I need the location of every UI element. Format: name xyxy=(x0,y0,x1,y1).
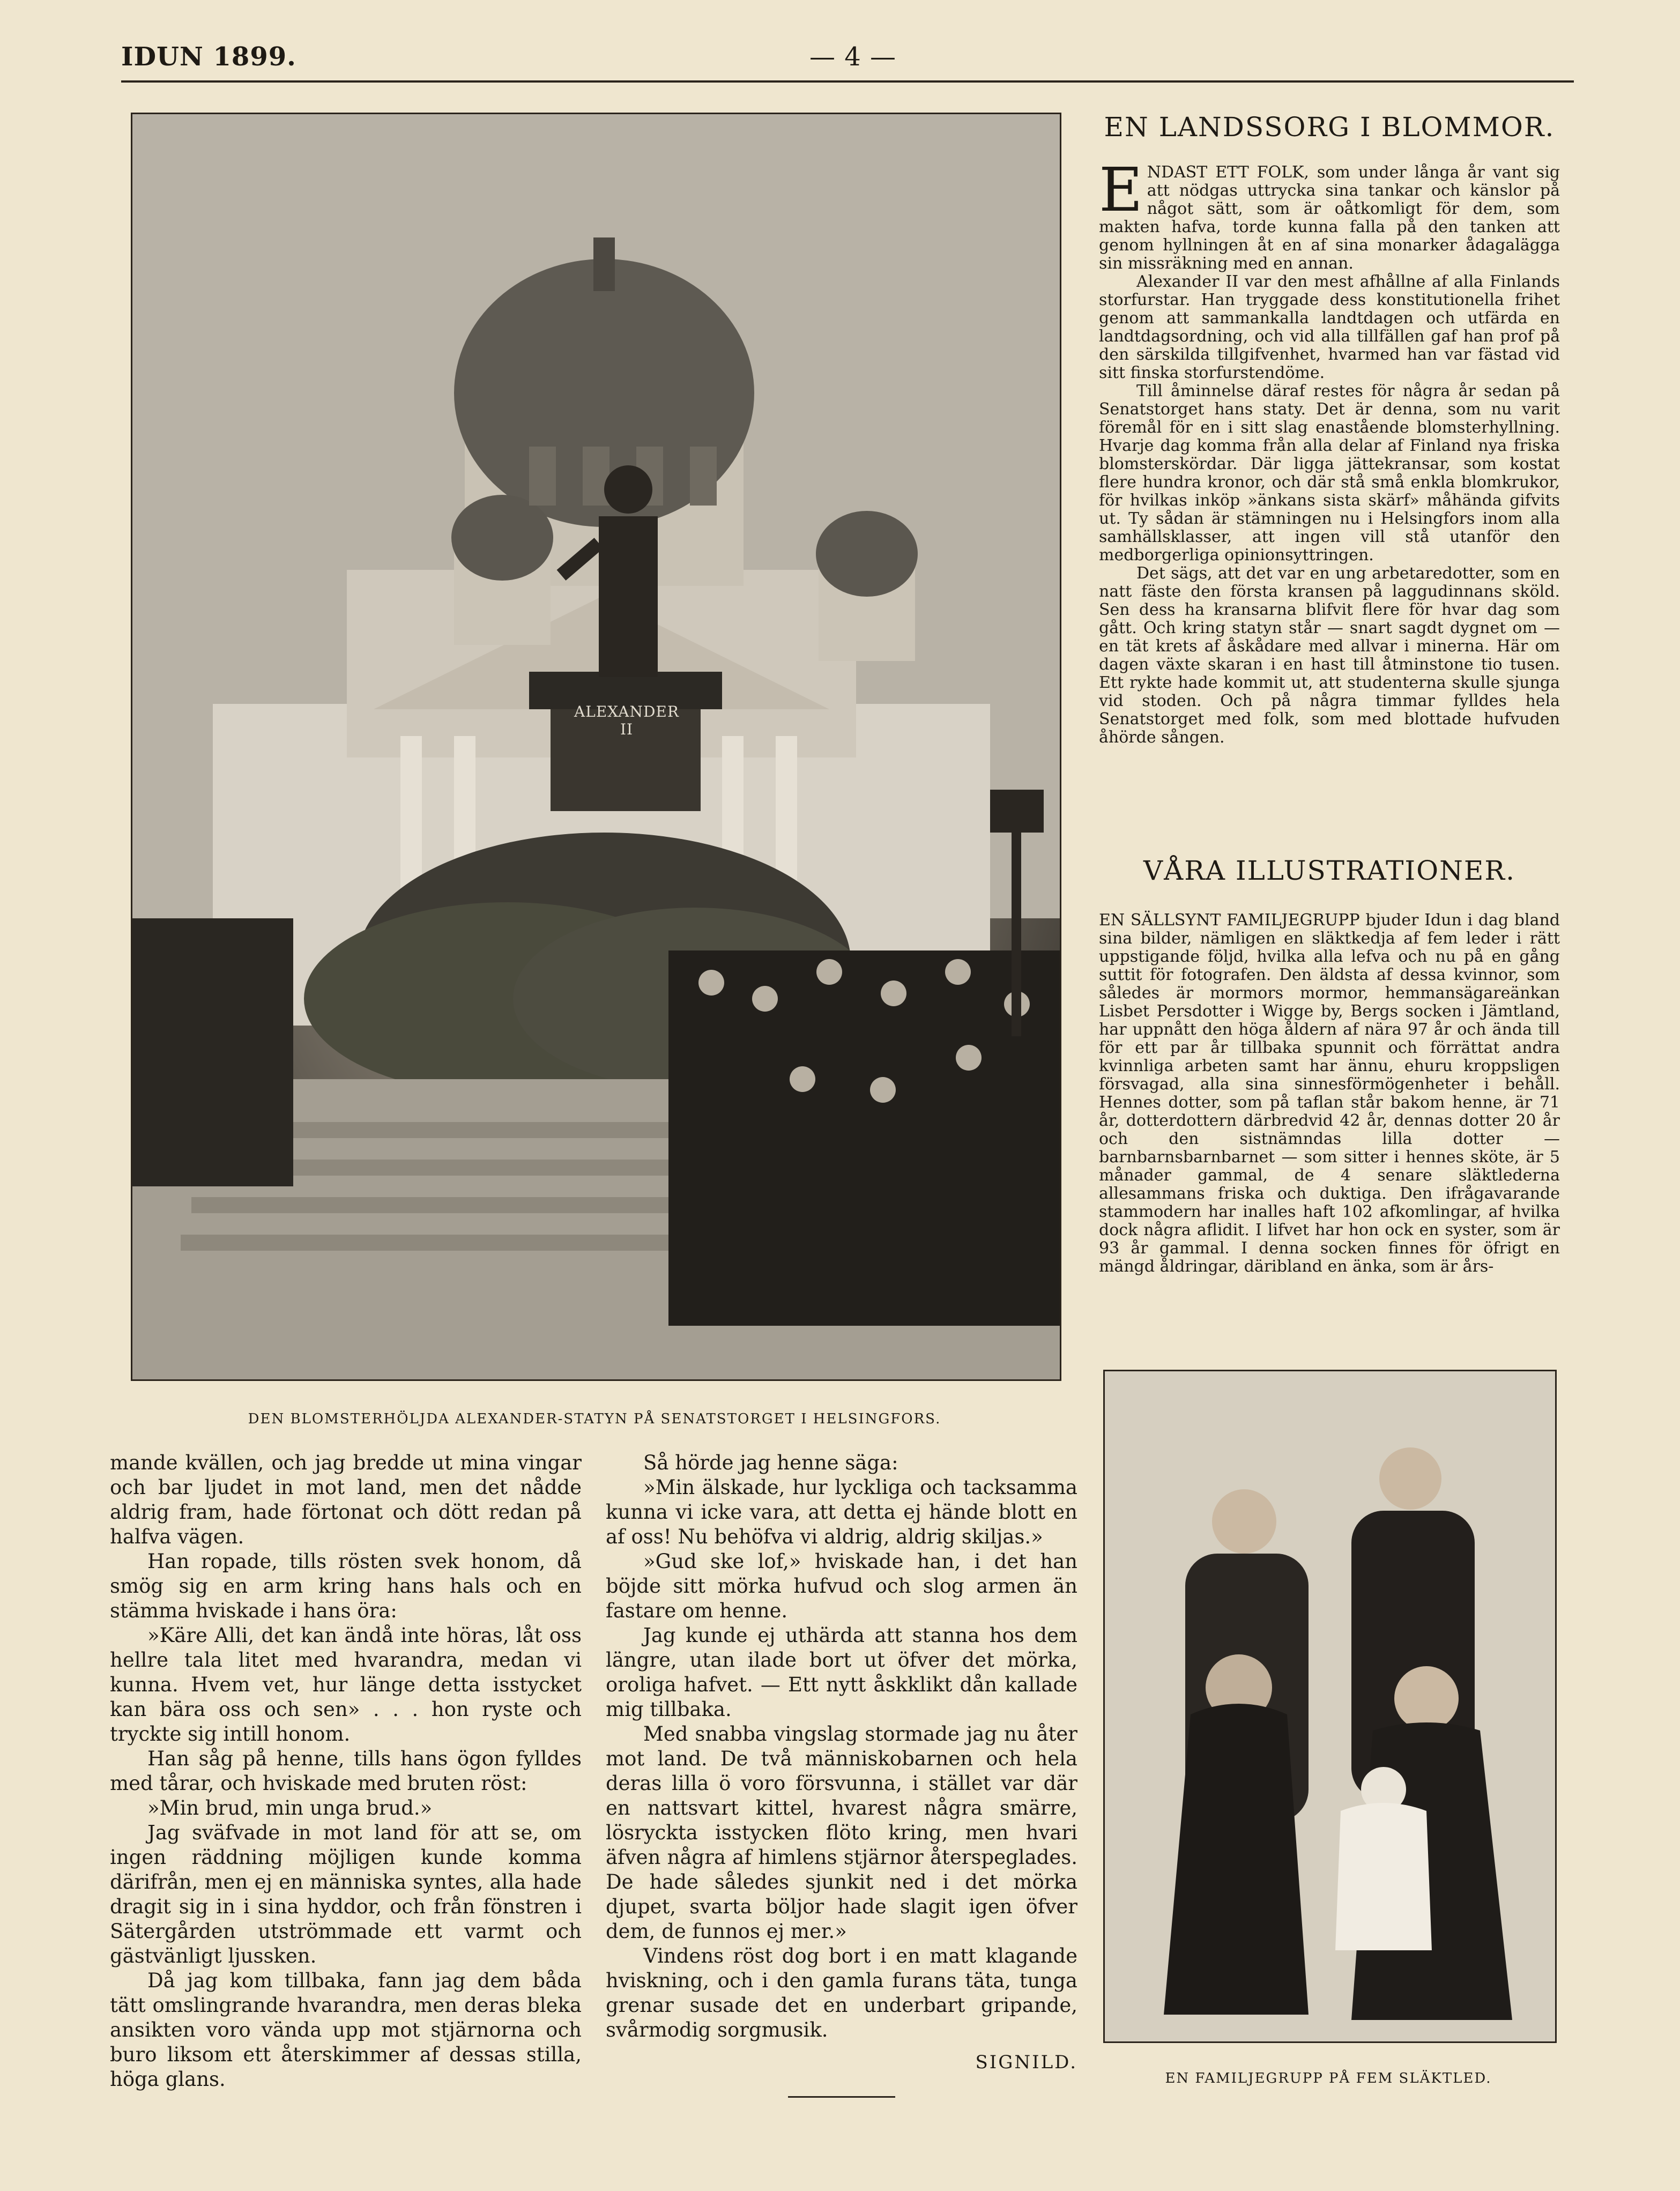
story-right-paragraph: Jag kunde ej uthärda att stanna hos dem längre, utan ilade bort ut öfver det mörka, oroliga hafvet. — Ett nytt åskklikt dån kallade mig tillbaka. xyxy=(606,1624,1077,1721)
story-right-paragraph: Så hörde jag henne säga: xyxy=(643,1451,898,1474)
statue-caption: DEN BLOMSTERHÖLJDA ALEXANDER-STATYN PÅ SENATSTORGET I HELSINGFORS. xyxy=(248,1411,941,1427)
story-left-paragraph: »Min brud, min unga brud.» xyxy=(147,1796,433,1819)
running-head: IDUN 1899. xyxy=(121,42,296,72)
article2-body xyxy=(1099,911,1560,1276)
story-left-paragraph: Då jag kom tillbaka, fann jag dem båda tätt omslingrande hvarandra, men deras bleka ansikten voro vända upp mot stjärnorna och buro liksom ett återskimmer af dessas stilla, höga glans. xyxy=(110,1969,582,2091)
story-right-column xyxy=(606,1451,1077,2098)
story-right-paragraph: Med snabba vingslag stormade jag nu åter mot land. De två människobarnen och hela deras lilla ö voro försvunna, i stället var där en nattsvart kittel, hvarest några smärre, lösryckta isstycken flöto kring, men hvari äfven några af himlens stjärnor återspeglades. De hade således sjunkit ned i det mörka djupet, svarta böljor hade slagit igen öfver dem, de funnos ej mer.» xyxy=(606,1722,1077,1943)
story-left-paragraph: Han ropade, tills rösten svek honom, då smög sig en arm kring hans hals och en stämma hviskade i hans öra: xyxy=(110,1550,582,1622)
article1-title: EN LANDSSORG I BLOMMOR. xyxy=(1104,112,1555,143)
closing-rule xyxy=(788,2096,895,2098)
article1-paragraph-3: Till åminnelse däraf restes för några år sedan på Senatstorget hans staty. Det är denna, som nu varit föremål för en i sitt slag enastående blomsterhyllning. Hvarje dag komma från alla delar af Finland nya friska blomsterskördar. Där ligga jättekransar, som kostat flere hundra kronor, och där stå små enkla blomkrukor, för hvilkas inköp »änkans sista skärf» måhända gifvits ut. Ty sådan är stämningen nu i Helsingfors inom alla samhällsklasser, att ingen vill stå utanför den medborgerliga opinionsyttringen. xyxy=(1099,382,1560,565)
article1-paragraph-4: Det sägs, att det var en ung arbetaredotter, som en natt fäste den första kransen på laggudinnans sköld. Sen dess ha kransarna blifvit flere för hvar dag som gått. Och kring statyn står — snart sagdt dygnet om — en tät krets af åskådare med allvar i minerna. Här om dagen växte skaran i en hast till åtminstone tio tusen. Ett rykte hade kommit ut, att studenterna skulle sjunga vid stoden. Och på några timmar fylldes hela Senatstorget med folk, som med blottade hufvuden åhörde sången. xyxy=(1099,564,1560,747)
article1-body xyxy=(1099,155,1560,747)
statue-inscription: ALEXANDER II xyxy=(574,703,679,738)
statue-photograph xyxy=(131,113,1061,1381)
family-illustration xyxy=(1105,1371,1555,2041)
story-right-paragraph: Vindens röst dog bort i en matt klagande hviskning, och i den gamla furans täta, tunga grenar susade det en underbart gripande, svårmodig sorgmusik. xyxy=(606,1944,1077,2041)
article2-paragraph-1: EN SÄLLSYNT FAMILJEGRUPP bjuder Idun i dag bland sina bilder, nämligen en släktkedja af fem leder i rätt uppstigande följd, hvilka alla lefva och nu på en gång suttit för fotografen. Den äldsta af dessa kvinnor, som således är mormors mormor, hemmansägareänkan Lisbet Persdotter i Wigge by, Bergs socken i Jämtland, har uppnått den höga åldern af nära 97 år och ända till för ett par år tillbaka spunnit och förrättat andra kvinnliga arbeten samt har ännu, ehuru kroppsligen försvagad, alla sina sinnesförmögenheter i behåll. Hennes dotter, som på taflan står bakom henne, är 71 år, dotterdottern därbredvid 42 år, dennas dotter 20 år och den sistnämndas lilla dotter — barnbarnsbarnbarnet — som sitter i hennes sköte, är 5 månader gammal, de 4 senare släktlederna allesammans friska och duktiga. Den ifrågavarande stammodern har inalles haft 102 afkomlingar, af hvilka dock några aflidit. I lifvet har hon ock en syster, som är 93 år gammal. I denna socken finnes för öfrigt en mängd åldringar, däribland en änka, som är års- xyxy=(1099,911,1560,1276)
signature: SIGNILD. xyxy=(975,2052,1077,2073)
statue-illustration xyxy=(132,114,1060,1379)
article1-paragraph-2: Alexander II var den mest afhållne af alla Finlands storfurstar. Han tryggade dess konstitutionella frihet genom att sammankalla landtdagen och utfärda en landtdagsordning, och vid alla tillfällen gaf han prof på den särskilda tillgifvenhet, hvarmed han var fästad vid sitt finska storfurstendöme. xyxy=(1099,272,1560,382)
story-left-column xyxy=(110,1451,582,2092)
family-caption: EN FAMILJEGRUPP PÅ FEM SLÄKTLED. xyxy=(1165,2070,1492,2086)
family-photograph xyxy=(1103,1370,1557,2043)
article1-dropcap: E xyxy=(1099,155,1143,225)
story-left-paragraph: Jag sväfvade in mot land för att se, om ingen räddning möjligen kunde komma därifrån, men ej en människa syntes, alla hade dragit sig in i sina hyddor, och från fönstren i Sätergården utströmmade ett varmt och gästvänligt ljussken. xyxy=(110,1821,582,1967)
article2-lead: EN SÄLLSYNT FAMILJEGRUPP xyxy=(1099,911,1360,930)
page-number: — 4 — xyxy=(809,42,897,72)
story-right-paragraph: »Min älskade, hur lyckliga och tacksamma kunna vi icke vara, att detta ej hände blott en af oss! Nu behöfva vi aldrig, aldrig skiljas.» xyxy=(606,1476,1077,1548)
story-left-paragraph: »Käre Alli, det kan ändå inte höras, låt oss hellre tala litet med hvarandra, medan vi kunna. Hvem vet, hur länge detta isstycket kan bära oss och sen» . . . hon ryste och tryckte sig intill honom. xyxy=(110,1624,582,1746)
article2-title: VÅRA ILLUSTRATIONER. xyxy=(1143,855,1515,886)
story-left-paragraph: mande kvällen, och jag bredde ut mina vingar och bar ljudet in mot land, men det nådde aldrig fram, hade förtonat och dött redan på halfva vägen. xyxy=(110,1451,582,1548)
article1-paragraph-1: ENDAST ETT FOLK, som under långa år vant sig att nödgas uttrycka sina tankar och känslor på något sätt, som är oåtkomligt för dem, som makten hafva, torde kunna falla på den tanken att genom hyllningen åt en af sina monarker ådagalägga sin missräkning med en annan. xyxy=(1099,155,1560,273)
story-right-paragraph: »Gud ske lof,» hviskade han, i det han böjde sitt mörka hufvud och slog armen än fastare om henne. xyxy=(606,1550,1077,1622)
story-left-paragraph: Han såg på henne, tills hans ögon fylldes med tårar, och hviskade med bruten röst: xyxy=(110,1747,582,1795)
header-rule xyxy=(121,80,1574,83)
